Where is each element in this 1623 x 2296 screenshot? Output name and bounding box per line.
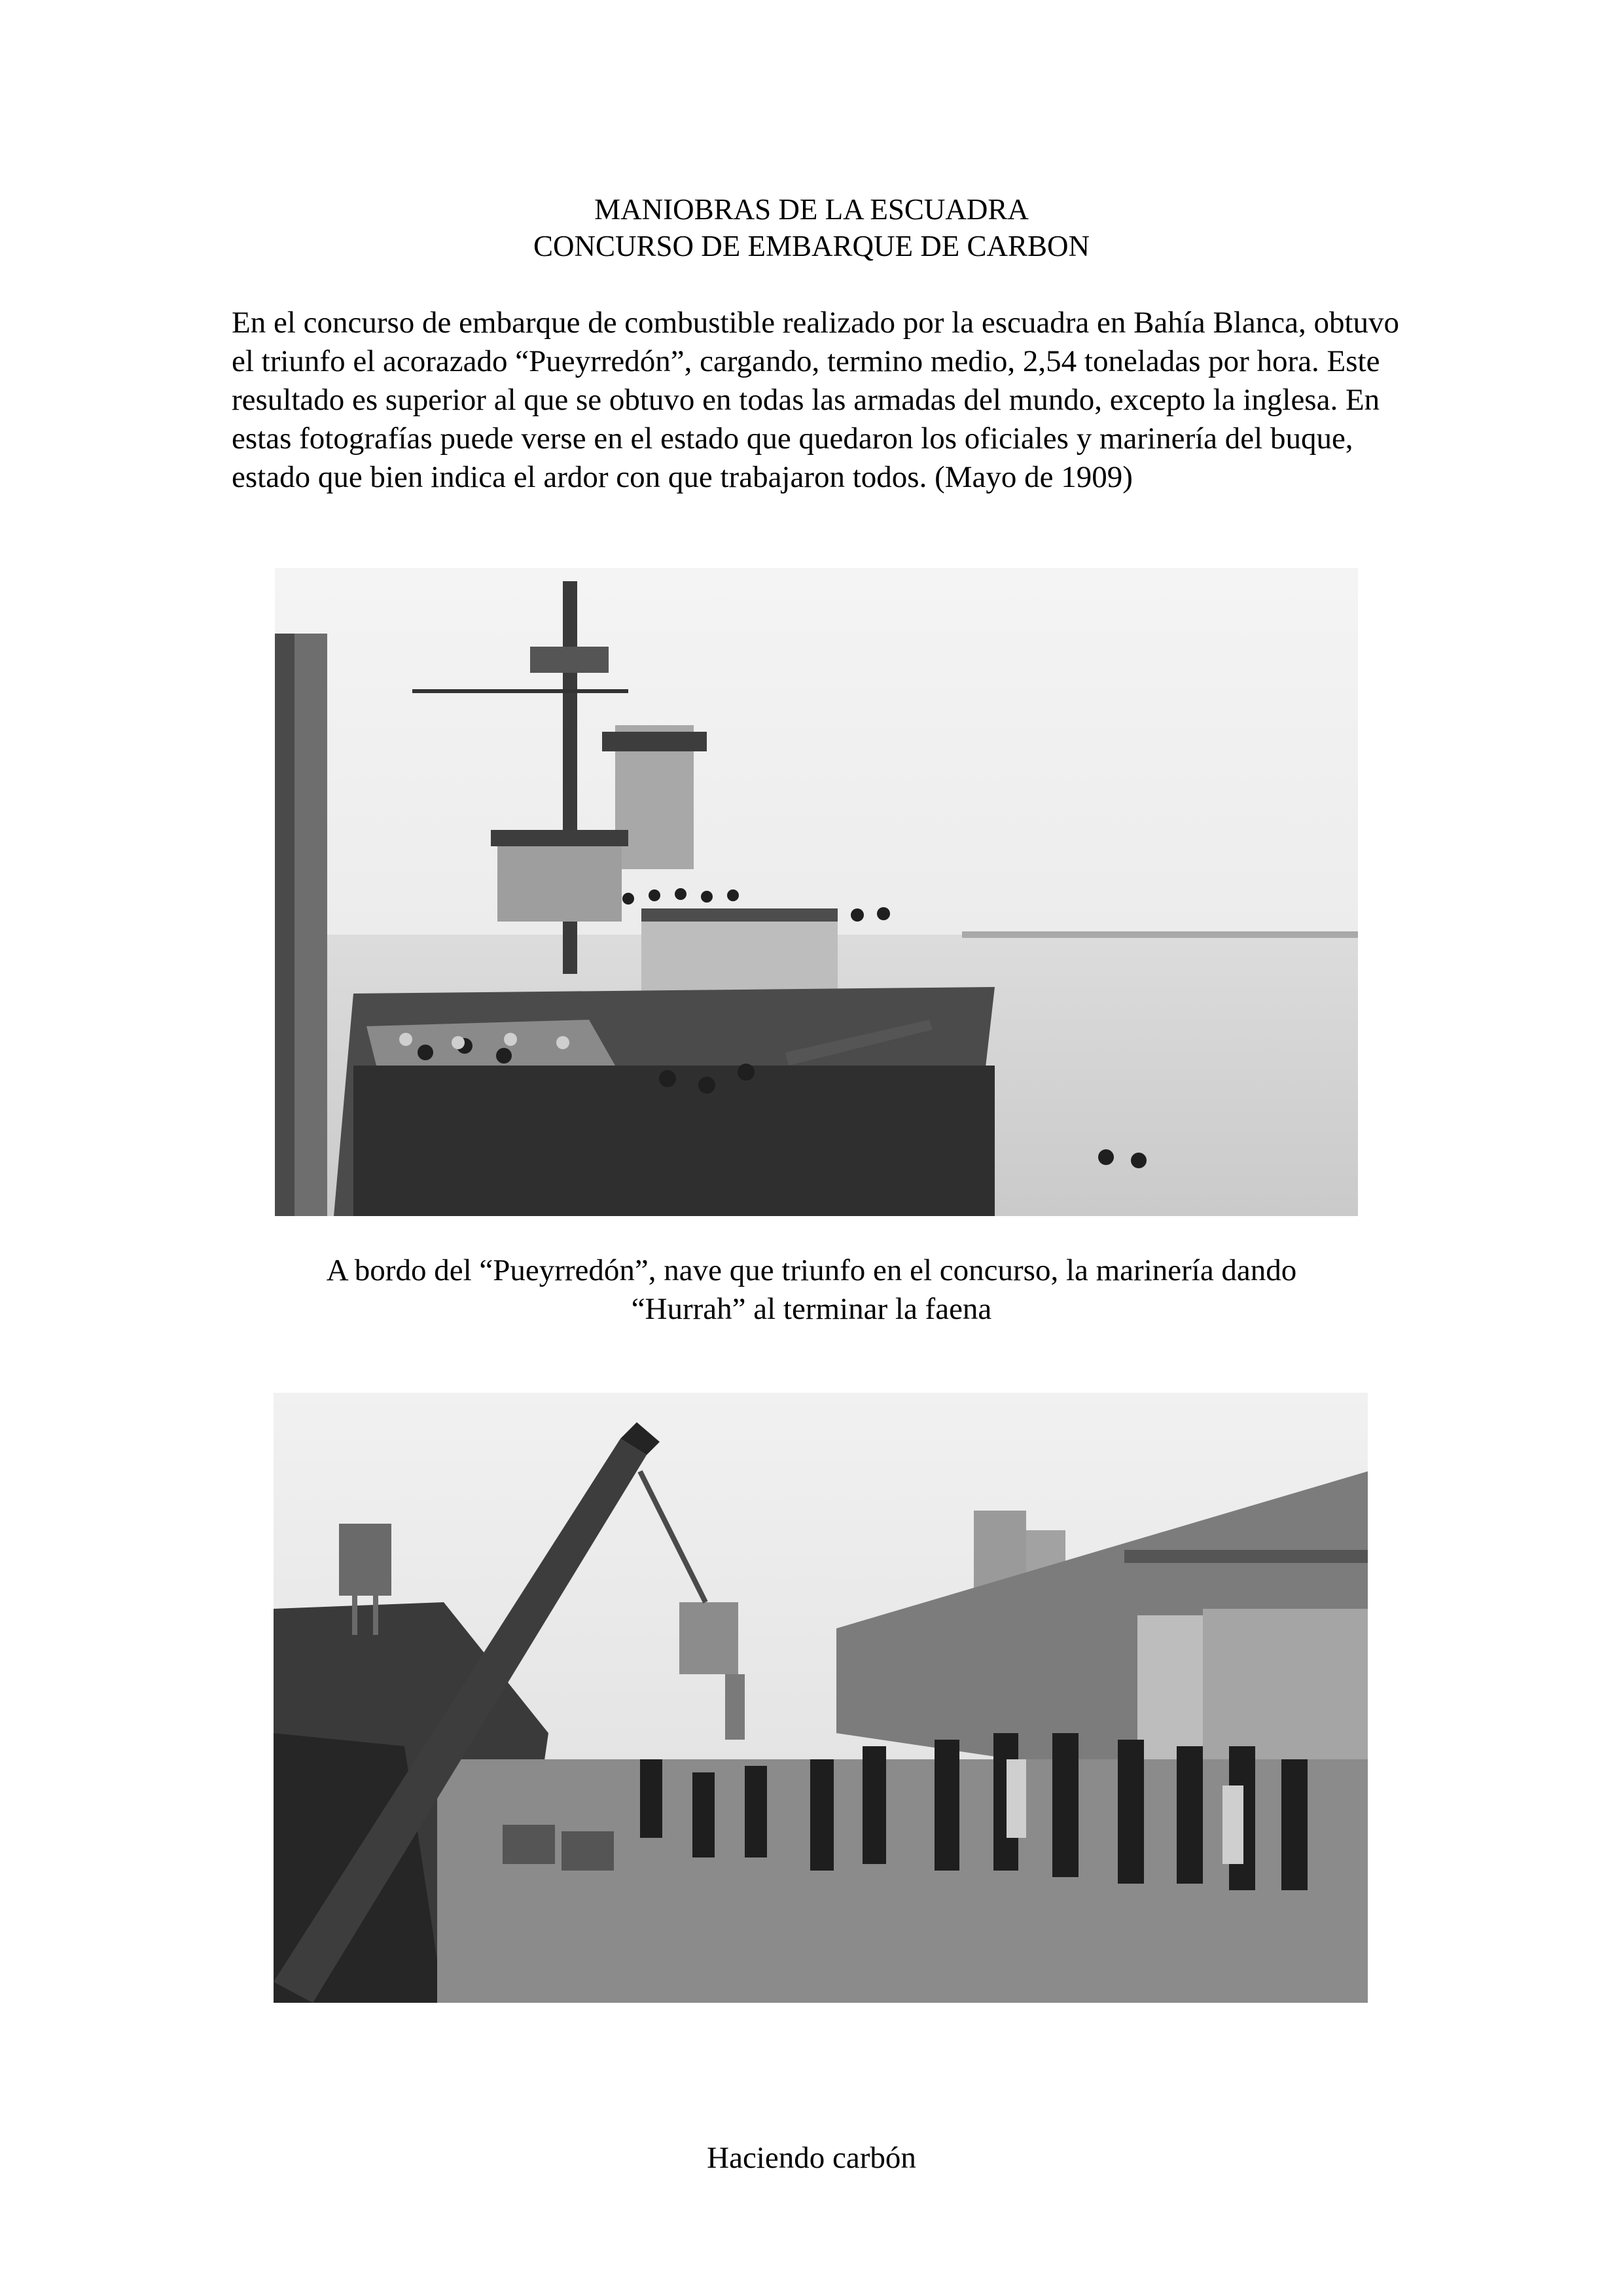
photo-1-caption-line-1: A bordo del “Pueyrredón”, nave que triunfo en el concurso, la marinería dando [326, 1253, 1297, 1287]
title-line-1: MANIOBRAS DE LA ESCUADRA [594, 193, 1029, 226]
photo-battleship-deck-drawing [275, 568, 1358, 1216]
photo-2-caption: Haciendo carbón [707, 2141, 916, 2175]
photo-1-caption [0, 1251, 1623, 1329]
photo-coaling-dock-drawing [274, 1393, 1368, 2003]
photo-1-caption-line-2: “Hurrah” al terminar la faena [631, 1292, 992, 1326]
photo-coaling-dock [274, 1393, 1368, 2003]
photo-battleship-deck [275, 568, 1358, 1216]
page-title [0, 191, 1623, 264]
body-paragraph: En el concurso de embarque de combustible realizado por la escuadra en Bahía Blanca, obtuvo el triunfo el acorazado “Pueyrredón”, cargando, termino medio, 2,54 toneladas por hora. Este resultado es superior al que se obtuvo en todas las armadas del mundo, excepto la inglesa. En estas fotografías puede verse en el estado que quedaron los oficiales y marinería del buque, estado que bien indica el ardor con que trabajaron todos. (Mayo de 1909) [232, 306, 1400, 494]
title-line-2: CONCURSO DE EMBARQUE DE CARBON [533, 230, 1090, 262]
